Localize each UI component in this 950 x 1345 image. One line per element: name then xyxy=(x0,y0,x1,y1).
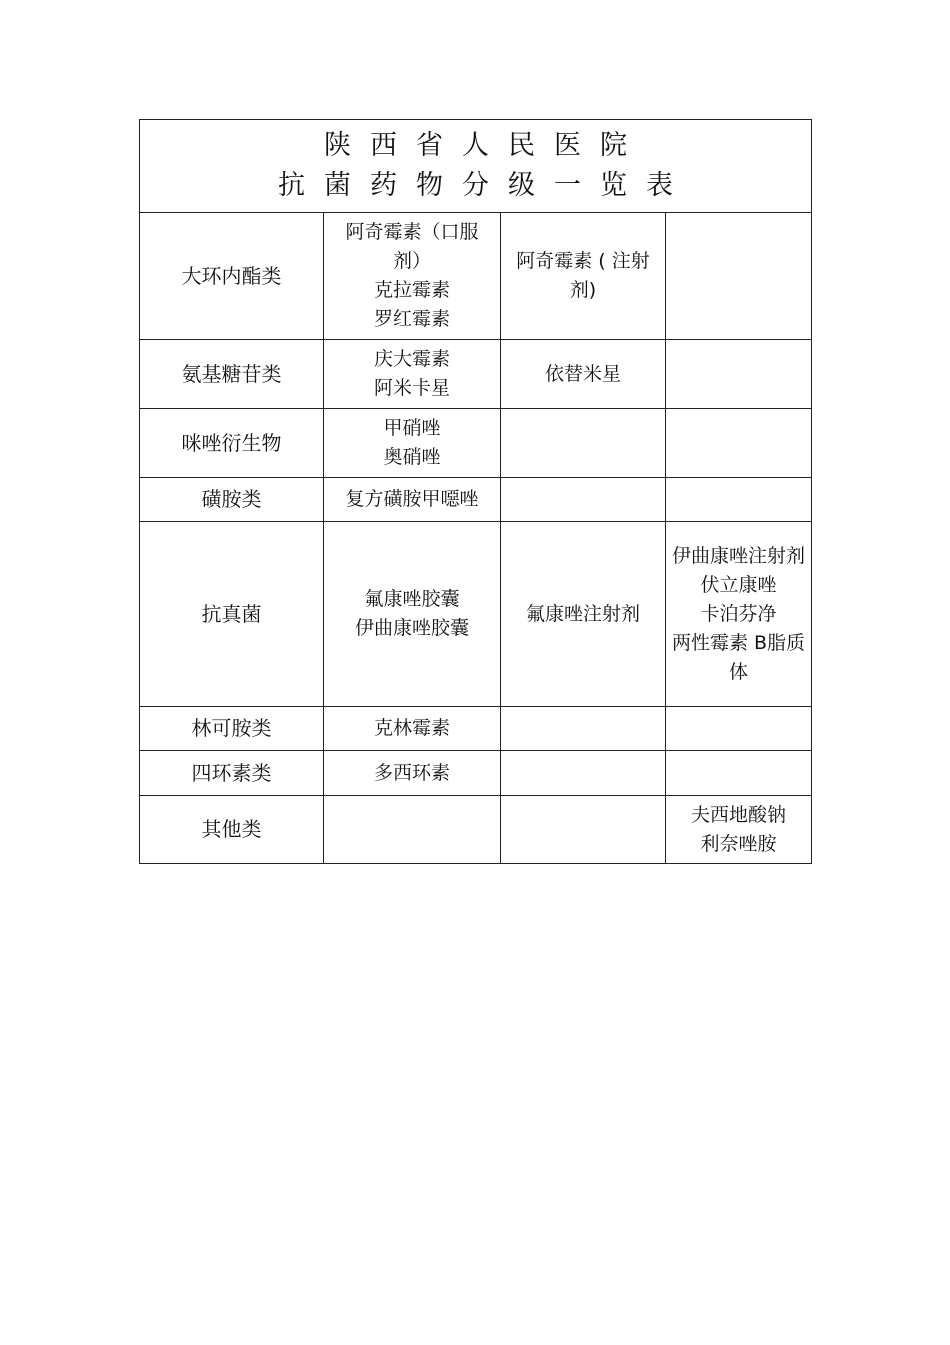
drug-list xyxy=(337,218,487,334)
drug-cell-col1 xyxy=(324,409,501,478)
category-cell: 磺胺类 xyxy=(140,478,324,522)
drug-cell-col2 xyxy=(501,707,666,751)
table-title: 抗菌药物分级一览表 xyxy=(278,170,692,201)
drug-list xyxy=(337,345,487,403)
drug-list xyxy=(337,714,487,743)
drug-name: 复方磺胺甲噁唑 xyxy=(345,488,479,510)
drug-cell-col2 xyxy=(501,522,666,707)
category-cell: 抗真菌 xyxy=(140,522,324,707)
drug-cell-col3 xyxy=(666,478,812,522)
drug-cell-col1 xyxy=(324,340,501,409)
table-row xyxy=(140,213,812,340)
drug-cell-col3 xyxy=(666,522,812,707)
drug-name: 依替米星 xyxy=(544,362,621,385)
drug-cell-col3 xyxy=(666,213,812,340)
drug-list xyxy=(508,600,658,629)
drug-name: 夫西地酸钠 xyxy=(690,803,786,826)
drug-name: 阿米卡星 xyxy=(373,377,450,399)
category-cell: 氨基糖苷类 xyxy=(140,340,324,409)
drug-name: 伊曲康唑胶囊 xyxy=(354,617,469,639)
drug-name: 奥硝唑 xyxy=(383,446,441,468)
drug-cell-col2 xyxy=(501,409,666,478)
drug-name: 克林霉素 xyxy=(373,717,450,739)
drug-name: 克拉霉素 xyxy=(373,279,450,301)
category-cell: 四环素类 xyxy=(140,751,324,796)
table-row xyxy=(140,522,812,707)
drug-cell-col3 xyxy=(666,707,812,751)
category-cell: 咪唑衍生物 xyxy=(140,409,324,478)
drug-cell-col1 xyxy=(324,522,501,707)
table-row xyxy=(140,751,812,796)
drug-name: 罗红霉素 xyxy=(373,308,450,330)
drug-name: 氟康唑注射剂 xyxy=(525,602,640,625)
drug-cell-col3 xyxy=(666,409,812,478)
drug-name: 利奈唑胺 xyxy=(700,832,777,855)
hospital-name: 陕西省人民医院 xyxy=(324,130,646,161)
drug-list xyxy=(671,542,807,687)
drug-cell-col2 xyxy=(501,796,666,864)
drug-cell-col1 xyxy=(324,213,501,340)
drug-name: 伏立康唑 xyxy=(700,573,777,596)
drug-cell-col1 xyxy=(324,707,501,751)
drug-name: 卡泊芬净 xyxy=(700,602,777,625)
drug-list xyxy=(671,801,807,859)
table-row xyxy=(140,796,812,864)
table-row xyxy=(140,409,812,478)
drug-cell-col1 xyxy=(324,796,501,864)
title-cell xyxy=(140,120,812,213)
drug-cell-col3 xyxy=(666,751,812,796)
drug-name: 伊曲康唑注射剂 xyxy=(671,544,805,567)
drug-cell-col1 xyxy=(324,751,501,796)
drug-name: 庆大霉素 xyxy=(373,348,450,370)
category-cell: 林可胺类 xyxy=(140,707,324,751)
drug-name: 多西环素 xyxy=(373,761,450,784)
drug-cell-col3 xyxy=(666,340,812,409)
drug-list xyxy=(337,485,487,514)
drug-name: 阿奇霉素 ( 注射剂) xyxy=(516,250,650,301)
category-cell: 大环内酯类 xyxy=(140,213,324,340)
drug-name: 阿奇霉素（口服剂） xyxy=(345,221,479,272)
antibiotic-grading-table xyxy=(139,119,812,864)
table-row xyxy=(140,707,812,751)
drug-list xyxy=(337,759,487,788)
drug-cell-col1 xyxy=(324,478,501,522)
drug-list xyxy=(508,247,658,305)
title-row xyxy=(140,120,812,213)
drug-list xyxy=(508,360,658,389)
drug-list xyxy=(337,414,487,472)
drug-cell-col2 xyxy=(501,340,666,409)
drug-name: 甲硝唑 xyxy=(383,417,441,439)
drug-cell-col2 xyxy=(501,751,666,796)
drug-cell-col2 xyxy=(501,213,666,340)
drug-cell-col3 xyxy=(666,796,812,864)
drug-name: 两性霉素 B脂质体 xyxy=(671,631,806,683)
drug-name: 氟康唑胶囊 xyxy=(364,588,460,610)
table-row xyxy=(140,340,812,409)
drug-cell-col2 xyxy=(501,478,666,522)
table-row xyxy=(140,478,812,522)
drug-list xyxy=(337,585,487,643)
category-cell: 其他类 xyxy=(140,796,324,864)
